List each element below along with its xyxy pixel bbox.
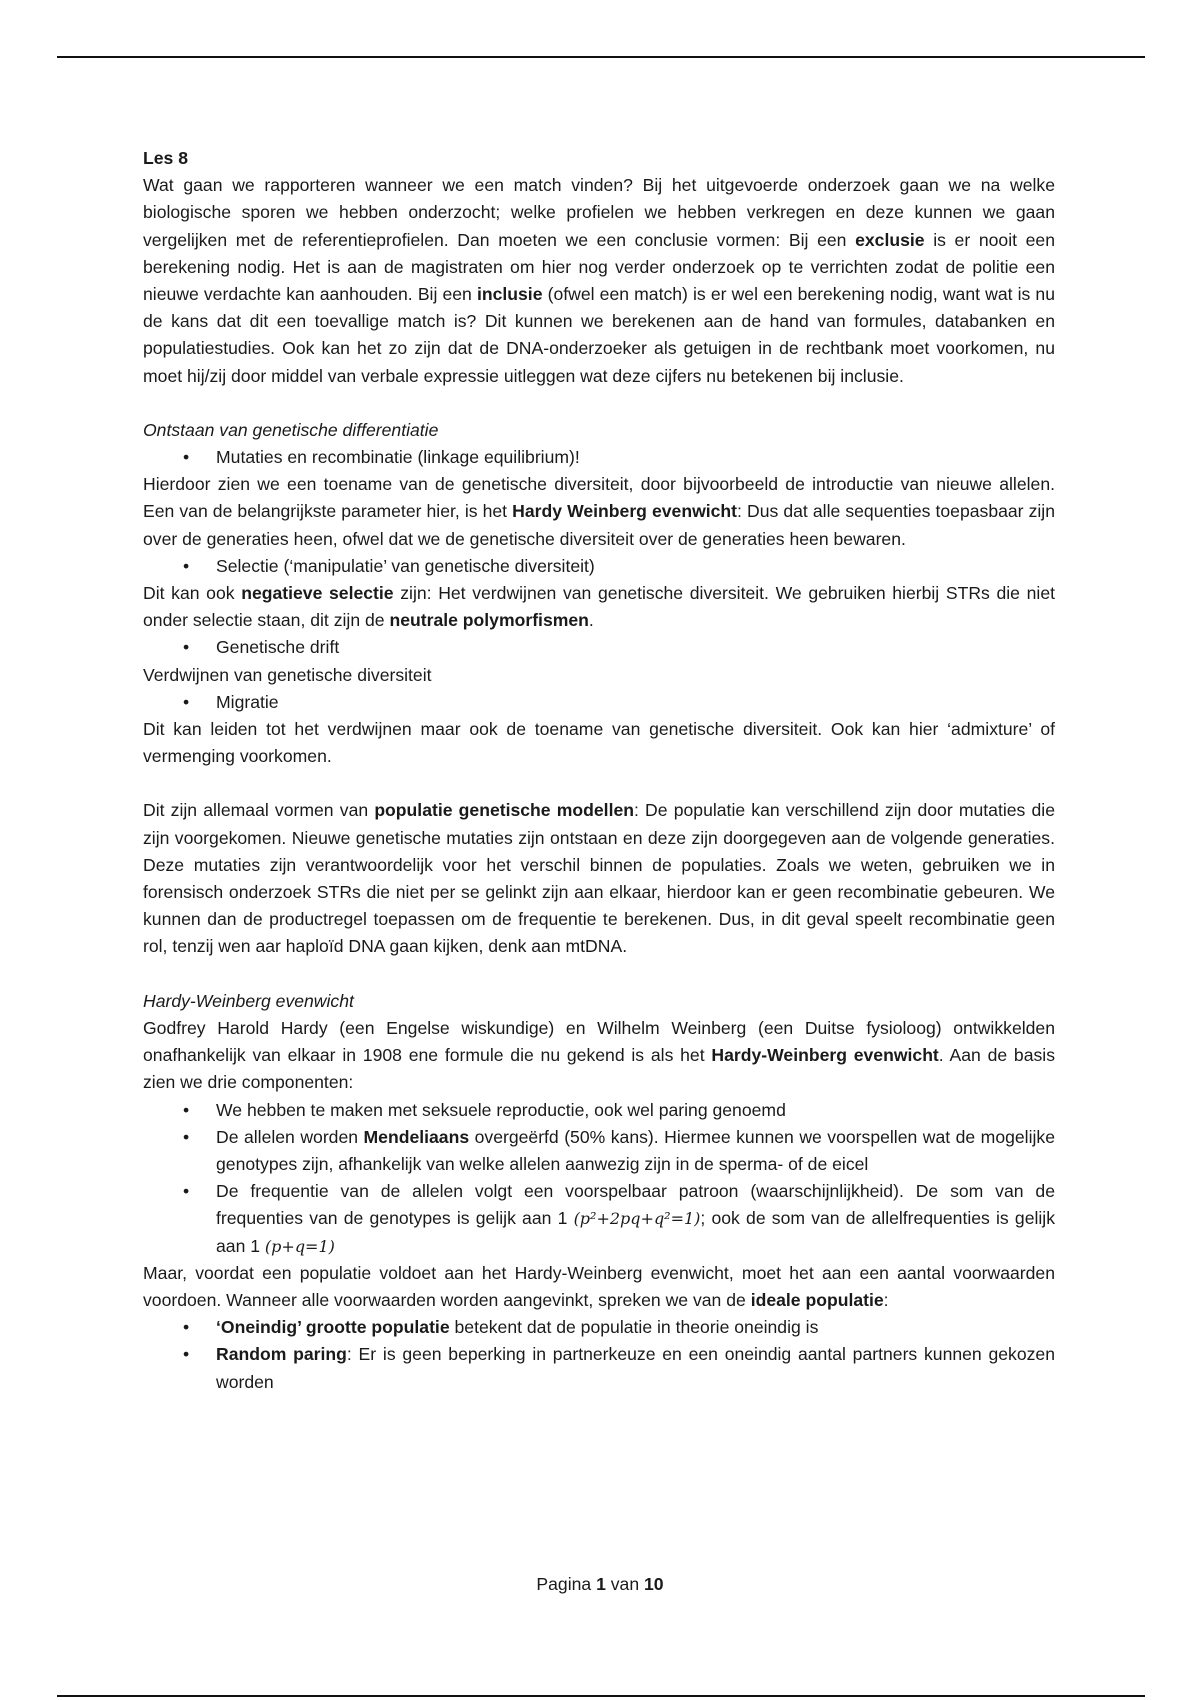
text-run: is er nooit een berekening nodig. Het is aan de magistraten om hier nog verder onderzoek op te verrichten zodat de politie een nieuwe verdachte kan aanhouden. Bij een <box>143 229 1055 305</box>
text-run: De frequentie van de allelen volgt een voorspelbaar patroon (waarschijnlijkheid). De som van de frequenties van de genotypes is gelijk aan 1 <box>216 1181 1055 1229</box>
footer-label: van <box>605 1574 645 1594</box>
text-run: : <box>883 1289 889 1310</box>
list-item <box>143 1097 1055 1124</box>
list-item <box>143 1341 1055 1395</box>
bullet-icon: • <box>183 1126 190 1147</box>
lesson-title: Les 8 <box>143 148 188 168</box>
text-run: (ofwel een match) is er wel een berekening nodig, want wat is nu de kans dat dit een toevallige match is? Dit kunnen we berekenen aan de hand van formules, databanken en populatiestudies. Ook kan het zo zijn dat de DNA-onderzoeker als getuigen in de rechtbank moet voorkomen, nu moet hij/zij door middel van verbale expressie uitleggen wat deze cijfers nu betekenen bij inclusie. <box>143 284 1056 386</box>
text-run: . <box>588 610 594 631</box>
paragraph: Verdwijnen van genetische diversiteit <box>143 664 432 685</box>
bullet-list <box>143 553 1055 580</box>
formula-allele-sum: (p+q=1) <box>264 1236 335 1256</box>
text-run: overgeërfd (50% kans). Hiermee kunnen we voorspellen wat de mogelijke genotypes zijn, afhankelijk van welke allelen aanwezig zijn in de sperma- of de eicel <box>216 1126 1055 1174</box>
list-item-text: Genetische drift <box>216 637 340 658</box>
term-inclusie: inclusie <box>476 284 543 305</box>
bullet-icon: • <box>183 1317 190 1338</box>
bullet-list <box>143 634 1055 661</box>
text-run: : De populatie kan verschillend zijn door mutaties die zijn voorgekomen. Nieuwe genetische mutaties zijn ontstaan en deze zijn doorgegeven aan de volgende generaties. Deze mutaties zijn verantwoordelijk voor het verschil binnen de populaties. Zoals we weten, gebruiken we in forensisch onderzoek STRs die niet per se gelinkt zijn aan elkaar, hierdoor kan er geen recombinatie gebeuren. We kunnen dan de productregel toepassen om de frequentie te berekenen. Dus, in dit geval speelt recombinatie geen rol, tenzij wen aar haploïd DNA gaan kijken, denk aan mtDNA. <box>143 800 1055 957</box>
paragraph-modellen <box>143 797 1055 960</box>
list-item <box>143 1314 1055 1341</box>
text-run: . Aan de basis zien we drie componenten: <box>143 1045 1055 1093</box>
term-ideale-populatie: ideale populatie <box>750 1289 884 1310</box>
text-run: Godfrey Harold Hardy (een Engelse wiskundige) en Wilhelm Weinberg (een Duitse fysioloog) ontwikkelden onafhankelijk van elkaar in 1908 ene formule die nu gekend is als het <box>143 1017 1055 1066</box>
term-hardy-weinberg-evenwicht: Hardy-Weinberg evenwicht <box>711 1045 939 1066</box>
text-run: zijn: Het verdwijnen van genetische diversiteit. We gebruiken hierbij STRs die niet onder selectie staan, dit zijn de <box>143 583 1055 631</box>
bullet-icon: • <box>183 691 190 712</box>
section-heading-differentiatie: Ontstaan van genetische differentiatie <box>143 419 439 440</box>
text-run: Maar, voordat een populatie voldoet aan het Hardy-Weinberg evenwicht, moet het aan een aantal voorwaarden voordoen. Wanneer alle voorwaarden worden aangevinkt, spreken we van de <box>143 1262 1055 1310</box>
term-hardy-weinberg: Hardy Weinberg evenwicht <box>512 501 738 522</box>
list-item <box>143 634 1055 661</box>
paragraph <box>143 471 1055 553</box>
paragraph <box>143 580 1055 634</box>
bullet-list-componenten <box>143 1097 1055 1260</box>
text-run: : Dus dat alle sequenties toepasbaar zijn over de generaties heen, ofwel dat we de genetische diversiteit over de generaties heen bewaren. <box>143 501 1055 549</box>
text-run: De allelen worden <box>216 1126 364 1147</box>
paragraph <box>143 1015 1055 1097</box>
footer-rule <box>57 1695 1145 1697</box>
list-item <box>143 444 1055 471</box>
bullet-icon: • <box>183 637 190 658</box>
current-page-number: 1 <box>596 1574 606 1594</box>
formula-genotype-sum: (p²+2pq+q²=1) <box>573 1209 701 1229</box>
bullet-icon: • <box>183 555 190 576</box>
term-negatieve-selectie: negatieve selectie <box>241 583 394 604</box>
bullet-icon: • <box>183 1099 190 1120</box>
term-neutrale-polymorfismen: neutrale polymorfismen <box>389 610 589 631</box>
term-exclusie: exclusie <box>855 229 925 250</box>
term-populatie-genetische-modellen: populatie genetische modellen <box>374 800 634 821</box>
paragraph: Dit kan leiden tot het verdwijnen maar ook de toename van genetische diversiteit. Ook kan hier ‘admixture’ of vermenging voorkomen. <box>143 719 1055 767</box>
list-item <box>143 553 1055 580</box>
text-run: : Er is geen beperking in partnerkeuze en een oneindig aantal partners kunnen gekozen worden <box>216 1344 1055 1392</box>
total-pages: 10 <box>644 1574 664 1594</box>
bullet-list-voorwaarden <box>143 1314 1055 1396</box>
bullet-list <box>143 689 1055 716</box>
bullet-icon: • <box>183 447 190 468</box>
list-item-text: Mutaties en recombinatie (linkage equilibrium)! <box>216 447 580 468</box>
document-body <box>143 145 1055 1396</box>
bullet-list <box>143 444 1055 471</box>
intro-paragraph <box>143 172 1055 390</box>
bullet-icon: • <box>183 1344 190 1365</box>
list-item <box>143 1178 1055 1260</box>
text-run: Dit kan ook <box>143 583 242 604</box>
bullet-icon: • <box>183 1181 190 1202</box>
term-random-paring: Random paring <box>216 1344 347 1365</box>
text-run: Wat gaan we rapporteren wanneer we een match vinden? Bij het uitgevoerde onderzoek gaan we na welke biologische sporen we hebben onderzocht; welke profielen we hebben verkregen en deze kunnen we gaan vergelijken met de referentieprofielen. Dan moeten we een conclusie vormen: Bij een <box>143 175 1055 250</box>
text-run: Dit zijn allemaal vormen van <box>143 800 375 821</box>
term-oneindig-grootte-populatie: ‘Oneindig’ grootte populatie <box>216 1317 450 1338</box>
term-mendeliaans: Mendeliaans <box>363 1126 470 1147</box>
list-item <box>143 689 1055 716</box>
text-run: Hierdoor zien we een toename van de genetische diversiteit, door bijvoorbeeld de introductie van nieuwe allelen. Een van de belangrijkste parameter hier, is het <box>143 474 1055 522</box>
header-rule <box>57 56 1145 58</box>
list-item <box>143 1124 1055 1178</box>
footer-label: Pagina <box>536 1574 597 1594</box>
section-heading-hardy-weinberg: Hardy-Weinberg evenwicht <box>143 990 354 1011</box>
text-run: ; ook de som van de allelfrequenties is gelijk aan 1 <box>216 1208 1055 1256</box>
list-item-text: Selectie (‘manipulatie’ van genetische diversiteit) <box>216 555 595 576</box>
paragraph <box>143 1260 1055 1314</box>
list-item-text: We hebben te maken met seksuele reproductie, ook wel paring genoemd <box>216 1099 786 1120</box>
list-item-text: Migratie <box>216 691 279 712</box>
page-footer <box>0 1574 1200 1595</box>
text-run: betekent dat de populatie in theorie oneindig is <box>449 1317 819 1338</box>
